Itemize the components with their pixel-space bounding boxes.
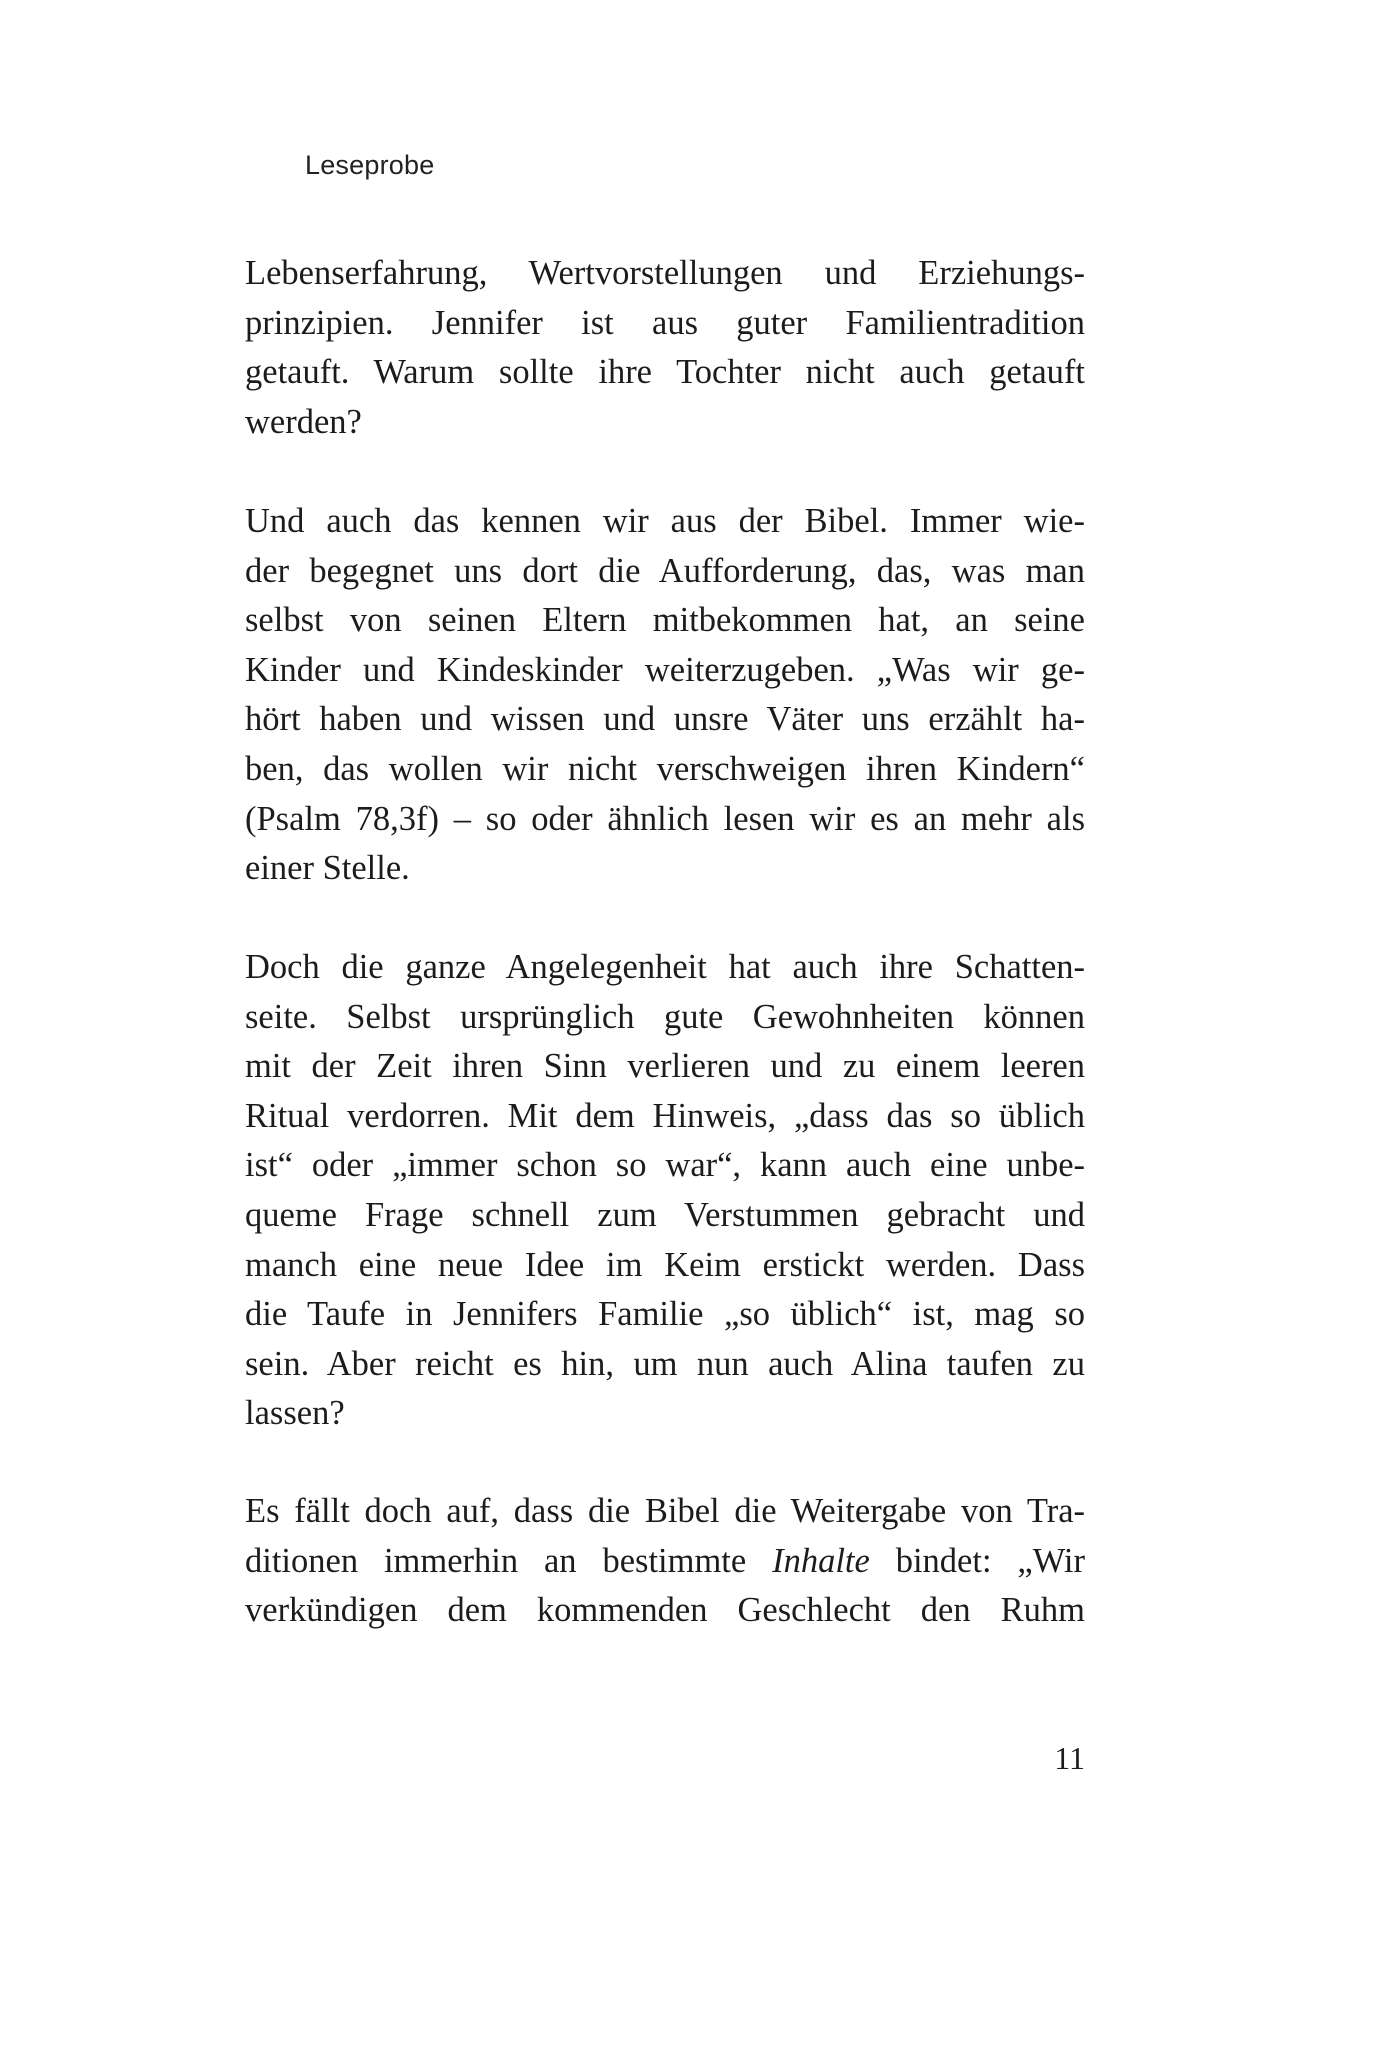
emphasized-word: Inhalte <box>772 1541 870 1580</box>
text-line: die Taufe in Jennifers Familie „so üblich“ ist, mag so <box>245 1295 1085 1334</box>
paragraph-3 <box>245 943 1085 1439</box>
text-line: manch eine neue Idee im Keim erstickt werden. Dass <box>245 1245 1085 1284</box>
text-line: seite. Selbst ursprünglich gute Gewohnheiten können <box>245 997 1085 1036</box>
text-line: hört haben und wissen und unsre Väter uns erzählt ha- <box>245 700 1085 739</box>
text-line: der begegnet uns dort die Aufforderung, das, was man <box>245 551 1085 590</box>
paragraph-2 <box>245 497 1085 894</box>
text-line: sein. Aber reicht es hin, um nun auch Alina taufen zu <box>245 1344 1085 1383</box>
text-line: Und auch das kennen wir aus der Bibel. Immer wie- <box>245 502 1085 540</box>
running-header: Leseprobe <box>305 150 435 180</box>
text-line: verkündigen dem kommenden Geschlecht den Ruhm <box>245 1591 1085 1630</box>
text-line: Doch die ganze Angelegenheit hat auch ihre Schatten- <box>245 948 1085 986</box>
text-line: ben, das wollen wir nicht verschweigen ihren Kindern“ <box>245 749 1085 788</box>
text-line: Kinder und Kindeskinder weiterzugeben. „Was wir ge- <box>245 650 1085 689</box>
text-line: Es fällt doch auf, dass die Bibel die Weitergabe von Tra- <box>245 1492 1085 1530</box>
text-line: lassen? <box>245 1394 345 1433</box>
text-line: (Psalm 78,3f) – so oder ähnlich lesen wir es an mehr als <box>245 799 1085 838</box>
text-line: mit der Zeit ihren Sinn verlieren und zu einem leeren <box>245 1047 1085 1086</box>
text-line: prinzipien. Jennifer ist aus guter Familientradition <box>245 303 1085 342</box>
text-line <box>245 1537 1085 1587</box>
page-number: 11 <box>1054 1740 1085 1776</box>
text-line: ist“ oder „immer schon so war“, kann auch eine unbe- <box>245 1146 1085 1185</box>
text-line: selbst von seinen Eltern mitbekommen hat, an seine <box>245 601 1085 640</box>
text-segment: bindet: „Wir <box>869 1541 1085 1580</box>
text-line: queme Frage schnell zum Verstummen gebracht und <box>245 1195 1085 1234</box>
text-line: getauft. Warum sollte ihre Tochter nicht auch getauft <box>245 353 1085 392</box>
text-line: werden? <box>245 402 362 441</box>
paragraph-1 <box>245 249 1085 447</box>
text-line: Lebenserfahrung, Wertvorstellungen und Erziehungs- <box>245 254 1085 292</box>
text-segment: ditionen immerhin an bestimmte <box>245 1541 773 1580</box>
paragraph-4 <box>245 1487 1085 1636</box>
text-line: einer Stelle. <box>245 849 410 888</box>
text-line: Ritual verdorren. Mit dem Hinweis, „dass das so üblich <box>245 1096 1085 1135</box>
